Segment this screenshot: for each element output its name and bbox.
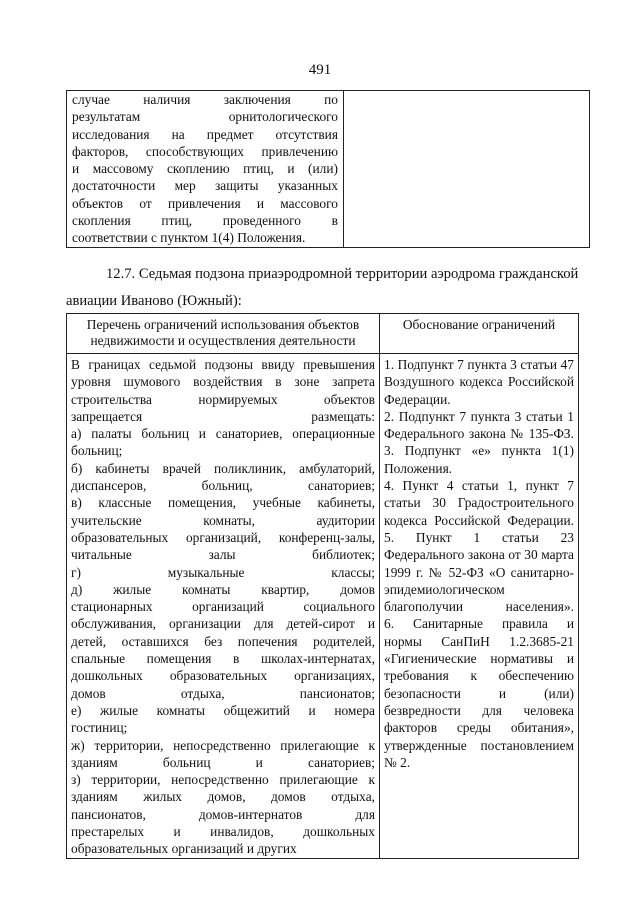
text-line: объектов от привлечения и массового (72, 195, 338, 211)
text-line: скопления птиц, проведенного в (72, 213, 338, 229)
restriction-line: домов отдыха, пансионатов; (71, 685, 375, 701)
restriction-line: образовательных организаций, конференц-залы, (71, 529, 375, 545)
section-heading-line-1: 12.7. Седьмая подзона приаэродромной территории аэродрома гражданской (106, 266, 579, 282)
justification-line: утвержденные постановлением (384, 737, 574, 753)
column-header-justification: Обоснование ограничений (402, 317, 556, 332)
restriction-line: е) жилые комнаты общежитий и номера (71, 702, 375, 718)
table-row (67, 354, 579, 859)
restriction-line: д) жилые комнаты квартир, домов (71, 581, 375, 597)
restriction-line: В границах седьмой подзоны ввиду превышения (71, 357, 375, 372)
restriction-line: детей, оставшихся без попечения родителей, (71, 633, 375, 649)
top-left-text (72, 91, 338, 247)
column-header-restrictions: Перечень ограничений использования объектов недвижимости и осуществления деятельности (86, 317, 360, 348)
restriction-line: зданиям больниц и санаториев; (71, 754, 375, 770)
justification-line: Воздушного кодекса Российской (384, 374, 574, 390)
table-header-row (67, 314, 579, 354)
header-cell-restrictions (67, 314, 380, 354)
restriction-line: образовательных организаций и других (71, 841, 297, 857)
justification-line: статьи 30 Градостроительного (384, 495, 574, 511)
text-line: случае наличия заключения по (72, 92, 338, 107)
justification-line: Федерального закона № 135-ФЗ. (384, 426, 574, 442)
restriction-line: обслуживания, организации для детей-сирот и (71, 616, 375, 632)
top-table-continuation (66, 90, 590, 248)
restriction-line: читальные залы библиотек; (71, 547, 375, 563)
text-line: факторов, способствующих привлечению (72, 143, 338, 159)
text-line: соответствии с пунктом 1(4) Положения. (72, 230, 306, 246)
restriction-line: престарелых и инвалидов, дошкольных (71, 824, 375, 840)
restrictions-table (66, 313, 579, 859)
text-line: результатам орнитологического (72, 109, 338, 125)
justification-line: 3. Подпункт «е» пункта 1(1) (384, 443, 574, 459)
justification-line: эпидемиологическом (384, 581, 505, 597)
text-line: и массовому скоплению птиц, и (или) (72, 161, 338, 177)
restriction-line: дошкольных образовательных организациях, (71, 668, 375, 684)
justification-line: безвредности для человека (384, 702, 574, 718)
justification-line: 2. Подпункт 7 пункта 3 статьи 1 (384, 408, 574, 424)
page-number: 491 (308, 62, 332, 78)
restriction-line: а) палаты больниц и санаториев, операционные (71, 426, 375, 442)
justification-line: 5. Пункт 1 статьи 23 (384, 529, 574, 545)
restriction-line: б) кабинеты врачей поликлиник, амбулаторий, (71, 460, 375, 476)
restriction-line: уровня шумового воздействия в зоне запрета (71, 374, 375, 390)
justification-line: факторов среды обитания», (384, 720, 574, 736)
restriction-line: ж) территории, непосредственно прилегающие к (71, 737, 375, 753)
justification-line: Федерального закона от 30 марта (384, 547, 574, 563)
top-left-cell (67, 91, 344, 248)
text-line: исследования на предмет отсутствия (72, 126, 338, 142)
table-row (67, 91, 590, 248)
restriction-line: больниц; (71, 443, 123, 459)
justification-line: Положения. (384, 460, 453, 476)
restriction-line: гостиниц; (71, 720, 128, 736)
text-line: достаточности мер защиты указанных (72, 178, 338, 194)
restriction-line: стационарных организаций социального (71, 599, 375, 615)
justification-line: 1999 г. № 52-ФЗ «О санитарно- (384, 564, 574, 580)
restriction-line: г) музыкальные классы; (71, 564, 375, 580)
justification-line: 4. Пункт 4 статьи 1, пункт 7 (384, 478, 574, 494)
justification-line: № 2. (384, 754, 411, 770)
restriction-line: в) классные помещения, учебные кабинеты, (71, 495, 375, 511)
justification-line: кодекса Российской Федерации. (384, 512, 574, 528)
section-heading (66, 261, 578, 315)
restriction-line: диспансеров, больниц, санаториев; (71, 478, 375, 494)
justification-line: благополучии населения». (384, 599, 574, 615)
section-heading-line-2: авиации Иваново (Южный): (66, 293, 242, 309)
header-cell-justification (380, 314, 579, 354)
justification-line: нормы СанПиН 1.2.3685-21 (384, 633, 574, 649)
restriction-line: запрещается размещать: (71, 408, 375, 424)
restrictions-cell (67, 354, 380, 859)
justification-line: требования к обеспечению (384, 668, 574, 684)
justification-line: 6. Санитарные правила и (384, 616, 574, 632)
justification-line: Федерации. (384, 391, 451, 407)
restriction-line: строительства нормируемых объектов (71, 391, 375, 407)
restriction-line: пансионатов, домов-интернатов для (71, 806, 375, 822)
justification-line: безопасности и (или) (384, 685, 574, 701)
top-right-cell (344, 91, 590, 248)
restriction-line: з) территории, непосредственно прилегающие к (71, 772, 375, 788)
justification-cell (380, 354, 579, 859)
justification-line: 1. Подпункт 7 пункта 3 статьи 47 (384, 357, 574, 372)
justification-line: «Гигиенические нормативы и (384, 651, 574, 667)
restrictions-text (67, 354, 379, 858)
restriction-line: зданиям жилых домов, домов отдыха, (71, 789, 375, 805)
justification-text (380, 354, 578, 771)
restriction-line: учительские комнаты, аудитории (71, 512, 375, 528)
restriction-line: спальные помещения в школах-интернатах, (71, 651, 375, 667)
